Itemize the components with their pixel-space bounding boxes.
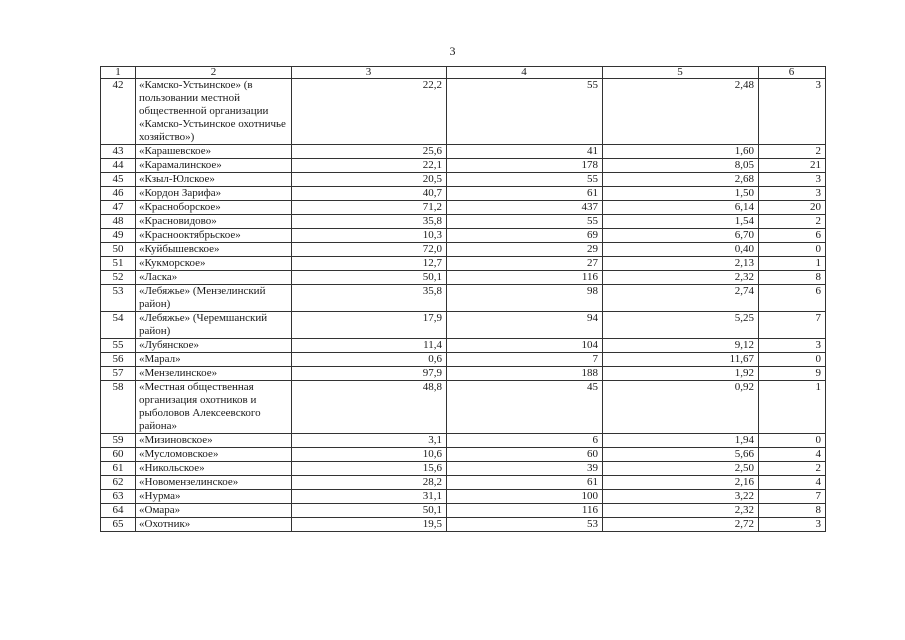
column-3-cell: 11,4: [292, 339, 447, 353]
column-3-cell: 48,8: [292, 381, 447, 434]
column-4-cell: 55: [447, 215, 603, 229]
column-6-cell: 3: [759, 518, 826, 532]
column-5-cell: 6,14: [603, 201, 759, 215]
column-3-cell: 10,3: [292, 229, 447, 243]
column-3-cell: 28,2: [292, 476, 447, 490]
hunting-ground-name-cell: «Кзыл-Юлское»: [136, 173, 292, 187]
row-number-cell: 43: [101, 145, 136, 159]
column-5-cell: 1,60: [603, 145, 759, 159]
column-5-cell: 1,50: [603, 187, 759, 201]
column-4-cell: 94: [447, 312, 603, 339]
column-4-cell: 29: [447, 243, 603, 257]
column-4-cell: 27: [447, 257, 603, 271]
row-number-cell: 62: [101, 476, 136, 490]
hunting-ground-name-cell: «Лебяжье» (Мензелинский район): [136, 285, 292, 312]
row-number-cell: 64: [101, 504, 136, 518]
column-header: 3: [292, 67, 447, 79]
table-row: [101, 476, 826, 490]
column-6-cell: 20: [759, 201, 826, 215]
column-5-cell: 0,92: [603, 381, 759, 434]
column-6-cell: 3: [759, 187, 826, 201]
column-4-cell: 61: [447, 187, 603, 201]
column-5-cell: 2,48: [603, 79, 759, 145]
column-4-cell: 6: [447, 434, 603, 448]
column-5-cell: 2,32: [603, 504, 759, 518]
row-number-cell: 57: [101, 367, 136, 381]
column-4-cell: 53: [447, 518, 603, 532]
column-3-cell: 12,7: [292, 257, 447, 271]
table-row: [101, 504, 826, 518]
row-number-cell: 54: [101, 312, 136, 339]
column-3-cell: 25,6: [292, 145, 447, 159]
column-3-cell: 20,5: [292, 173, 447, 187]
table-row: [101, 490, 826, 504]
column-6-cell: 7: [759, 312, 826, 339]
column-3-cell: 71,2: [292, 201, 447, 215]
column-4-cell: 116: [447, 271, 603, 285]
table-row: [101, 448, 826, 462]
hunting-ground-name-cell: «Лебяжье» (Черемшанский район): [136, 312, 292, 339]
row-number-cell: 48: [101, 215, 136, 229]
row-number-cell: 63: [101, 490, 136, 504]
column-5-cell: 1,92: [603, 367, 759, 381]
table-row: [101, 159, 826, 173]
column-5-cell: 2,72: [603, 518, 759, 532]
column-6-cell: 4: [759, 476, 826, 490]
column-6-cell: 7: [759, 490, 826, 504]
row-number-cell: 65: [101, 518, 136, 532]
column-header: 5: [603, 67, 759, 79]
column-4-cell: 116: [447, 504, 603, 518]
column-6-cell: 1: [759, 257, 826, 271]
column-4-cell: 60: [447, 448, 603, 462]
column-3-cell: 17,9: [292, 312, 447, 339]
column-6-cell: 1: [759, 381, 826, 434]
column-5-cell: 1,54: [603, 215, 759, 229]
hunting-grounds-table: [100, 66, 826, 532]
column-3-cell: 10,6: [292, 448, 447, 462]
table-row: [101, 285, 826, 312]
row-number-cell: 59: [101, 434, 136, 448]
hunting-ground-name-cell: «Карашевское»: [136, 145, 292, 159]
column-5-cell: 2,32: [603, 271, 759, 285]
table-row: [101, 381, 826, 434]
row-number-cell: 49: [101, 229, 136, 243]
column-6-cell: 8: [759, 271, 826, 285]
column-6-cell: 3: [759, 79, 826, 145]
column-3-cell: 72,0: [292, 243, 447, 257]
column-4-cell: 55: [447, 79, 603, 145]
column-6-cell: 4: [759, 448, 826, 462]
column-6-cell: 2: [759, 462, 826, 476]
column-header: 1: [101, 67, 136, 79]
column-6-cell: 9: [759, 367, 826, 381]
column-3-cell: 22,1: [292, 159, 447, 173]
column-5-cell: 3,22: [603, 490, 759, 504]
column-3-cell: 35,8: [292, 285, 447, 312]
column-5-cell: 2,50: [603, 462, 759, 476]
row-number-cell: 50: [101, 243, 136, 257]
column-3-cell: 50,1: [292, 504, 447, 518]
hunting-ground-name-cell: «Мизиновское»: [136, 434, 292, 448]
hunting-ground-name-cell: «Камско-Устьинское» (в пользовании местной общественной организации «Камско-Устьинское охотничье хозяйство»): [136, 79, 292, 145]
row-number-cell: 45: [101, 173, 136, 187]
row-number-cell: 52: [101, 271, 136, 285]
table-row: [101, 271, 826, 285]
hunting-ground-name-cell: «Куйбышевское»: [136, 243, 292, 257]
column-5-cell: 1,94: [603, 434, 759, 448]
column-3-cell: 0,6: [292, 353, 447, 367]
column-4-cell: 7: [447, 353, 603, 367]
column-5-cell: 11,67: [603, 353, 759, 367]
hunting-ground-name-cell: «Кукморское»: [136, 257, 292, 271]
column-5-cell: 0,40: [603, 243, 759, 257]
column-6-cell: 0: [759, 353, 826, 367]
column-3-cell: 50,1: [292, 271, 447, 285]
table-row: [101, 462, 826, 476]
column-4-cell: 100: [447, 490, 603, 504]
column-6-cell: 2: [759, 215, 826, 229]
column-6-cell: 2: [759, 145, 826, 159]
column-4-cell: 41: [447, 145, 603, 159]
column-4-cell: 437: [447, 201, 603, 215]
row-number-cell: 47: [101, 201, 136, 215]
column-3-cell: 40,7: [292, 187, 447, 201]
column-4-cell: 39: [447, 462, 603, 476]
hunting-ground-name-cell: «Лубянское»: [136, 339, 292, 353]
row-number-cell: 44: [101, 159, 136, 173]
hunting-ground-name-cell: «Красновидово»: [136, 215, 292, 229]
table-row: [101, 339, 826, 353]
page-number: 3: [449, 44, 456, 58]
column-4-cell: 61: [447, 476, 603, 490]
column-header: 6: [759, 67, 826, 79]
column-6-cell: 0: [759, 243, 826, 257]
hunting-ground-name-cell: «Охотник»: [136, 518, 292, 532]
column-3-cell: 19,5: [292, 518, 447, 532]
hunting-ground-name-cell: «Кордон Зарифа»: [136, 187, 292, 201]
column-4-cell: 69: [447, 229, 603, 243]
row-number-cell: 61: [101, 462, 136, 476]
table-row: [101, 243, 826, 257]
row-number-cell: 42: [101, 79, 136, 145]
table-row: [101, 215, 826, 229]
column-3-cell: 22,2: [292, 79, 447, 145]
column-3-cell: 15,6: [292, 462, 447, 476]
column-6-cell: 21: [759, 159, 826, 173]
hunting-ground-name-cell: «Мусломовское»: [136, 448, 292, 462]
column-6-cell: 3: [759, 339, 826, 353]
table-row: [101, 145, 826, 159]
column-5-cell: 8,05: [603, 159, 759, 173]
column-6-cell: 6: [759, 229, 826, 243]
column-4-cell: 45: [447, 381, 603, 434]
column-6-cell: 8: [759, 504, 826, 518]
column-5-cell: 2,16: [603, 476, 759, 490]
table-row: [101, 173, 826, 187]
table-row: [101, 434, 826, 448]
column-3-cell: 3,1: [292, 434, 447, 448]
column-3-cell: 97,9: [292, 367, 447, 381]
hunting-ground-name-cell: «Мензелинское»: [136, 367, 292, 381]
hunting-ground-name-cell: «Нурма»: [136, 490, 292, 504]
row-number-cell: 58: [101, 381, 136, 434]
column-3-cell: 35,8: [292, 215, 447, 229]
row-number-cell: 55: [101, 339, 136, 353]
column-4-cell: 178: [447, 159, 603, 173]
column-5-cell: 2,68: [603, 173, 759, 187]
column-5-cell: 5,66: [603, 448, 759, 462]
hunting-ground-name-cell: «Местная общественная организация охотников и рыболовов Алексеевского района»: [136, 381, 292, 434]
column-4-cell: 55: [447, 173, 603, 187]
table-row: [101, 201, 826, 215]
column-5-cell: 6,70: [603, 229, 759, 243]
table-row: [101, 312, 826, 339]
column-4-cell: 188: [447, 367, 603, 381]
hunting-ground-name-cell: «Краснооктябрьское»: [136, 229, 292, 243]
hunting-ground-name-cell: «Карамалинское»: [136, 159, 292, 173]
table-header-row: [101, 67, 826, 79]
column-6-cell: 3: [759, 173, 826, 187]
table-row: [101, 353, 826, 367]
table-row: [101, 79, 826, 145]
row-number-cell: 60: [101, 448, 136, 462]
hunting-ground-name-cell: «Марал»: [136, 353, 292, 367]
column-5-cell: 9,12: [603, 339, 759, 353]
column-6-cell: 6: [759, 285, 826, 312]
table-row: [101, 518, 826, 532]
column-header: 2: [136, 67, 292, 79]
hunting-ground-name-cell: «Новомензелинское»: [136, 476, 292, 490]
column-header: 4: [447, 67, 603, 79]
column-5-cell: 5,25: [603, 312, 759, 339]
table-row: [101, 257, 826, 271]
table-row: [101, 187, 826, 201]
column-3-cell: 31,1: [292, 490, 447, 504]
table-row: [101, 229, 826, 243]
hunting-ground-name-cell: «Ласка»: [136, 271, 292, 285]
hunting-ground-name-cell: «Никольское»: [136, 462, 292, 476]
hunting-ground-name-cell: «Омара»: [136, 504, 292, 518]
column-4-cell: 98: [447, 285, 603, 312]
column-5-cell: 2,74: [603, 285, 759, 312]
table-row: [101, 367, 826, 381]
row-number-cell: 51: [101, 257, 136, 271]
row-number-cell: 56: [101, 353, 136, 367]
column-4-cell: 104: [447, 339, 603, 353]
row-number-cell: 53: [101, 285, 136, 312]
column-5-cell: 2,13: [603, 257, 759, 271]
column-6-cell: 0: [759, 434, 826, 448]
hunting-ground-name-cell: «Красноборское»: [136, 201, 292, 215]
row-number-cell: 46: [101, 187, 136, 201]
